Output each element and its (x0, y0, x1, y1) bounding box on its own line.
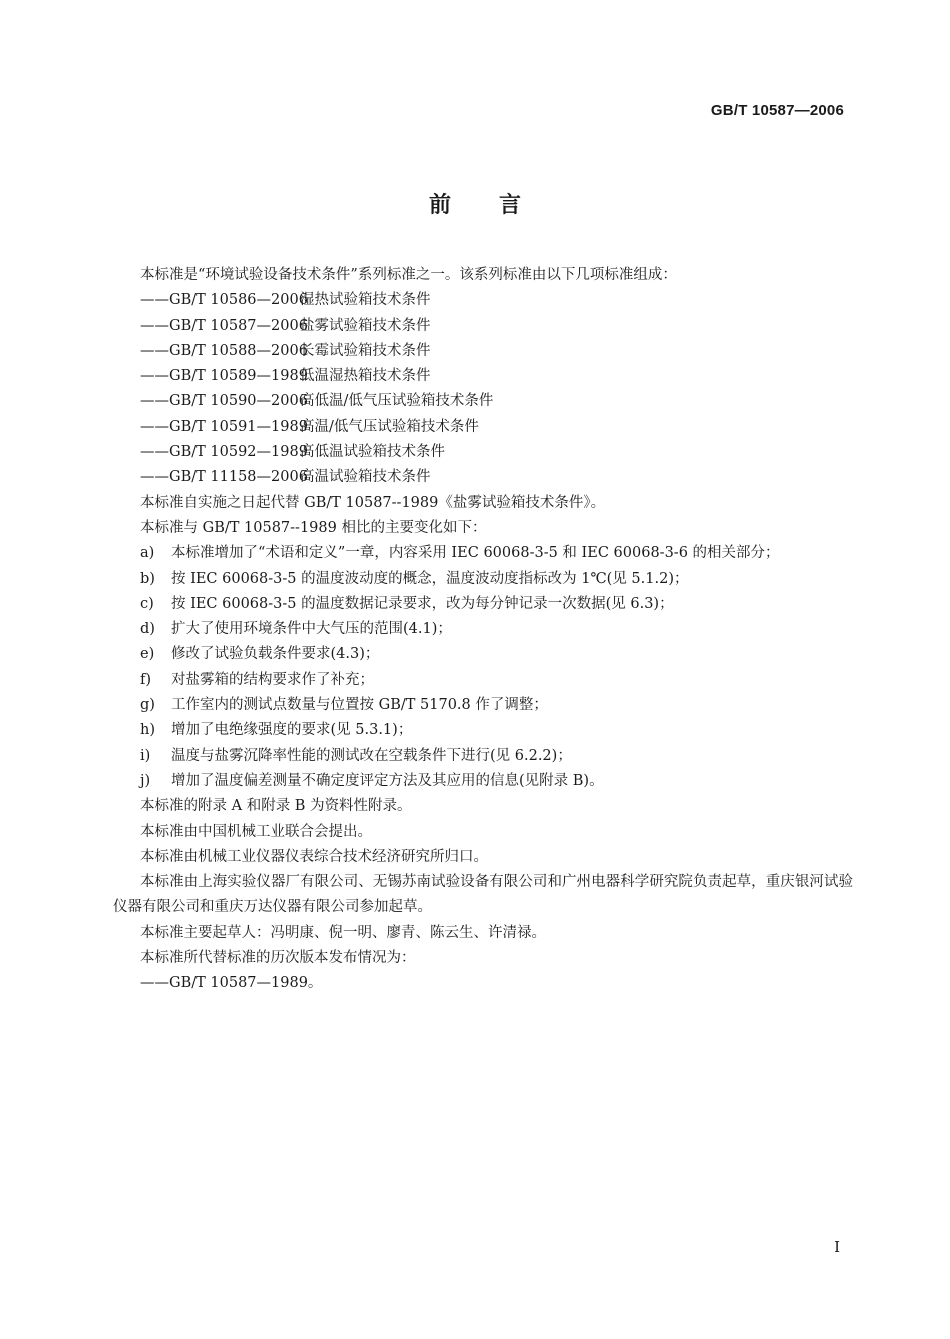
series-item: ——GB/T 10590—2006高低温/低气压试验箱技术条件 (140, 393, 494, 410)
page-number: I (834, 1238, 840, 1256)
history-intro: 本标准所代替标准的历次版本发布情况为： (140, 950, 416, 967)
foreword-body (113, 263, 853, 997)
proposed-paragraph: 本标准由中国机械工业联合会提出。 (140, 823, 372, 840)
appendix-paragraph: 本标准的附录 A 和附录 B 为资料性附录。 (140, 798, 412, 815)
change-item: c) 按 IEC 60068-3-5 的温度数据记录要求，改为每分钟记录一次数据(见 6.3)； (140, 595, 674, 612)
series-item: ——GB/T 10586—2006湿热试验箱技术条件 (140, 292, 431, 309)
replace-paragraph: 本标准自实施之日起代替 GB/T 10587--1989《盐雾试验箱技术条件》。 (140, 494, 606, 511)
drafting-units-paragraph: 本标准由上海实验仪器厂有限公司、无锡苏南试验设备有限公司和广州电器科学研究院负责起草，重庆银河试验仪器有限公司和重庆万达仪器有限公司参加起草。 (113, 874, 853, 916)
change-item: e) 修改了试验负载条件要求(4.3)； (140, 646, 380, 663)
series-item: ——GB/T 10591—1989高温/低气压试验箱技术条件 (140, 418, 479, 435)
page-title: 前言 (428, 193, 569, 218)
series-item: ——GB/T 11158—2006高温试验箱技术条件 (140, 469, 431, 486)
change-item: h) 增加了电绝缘强度的要求(见 5.3.1)； (140, 722, 413, 739)
change-item: i) 温度与盐雾沉降率性能的测试改在空载条件下进行(见 6.2.2)； (140, 747, 572, 764)
series-item: ——GB/T 10589—1989低温湿热箱技术条件 (140, 368, 431, 385)
change-item: f) 对盐雾箱的结构要求作了补充； (140, 671, 374, 688)
series-item: ——GB/T 10592—1989高低温试验箱技术条件 (140, 444, 445, 461)
change-item: j) 增加了温度偏差测量不确定度评定方法及其应用的信息(见附录 B)。 (140, 772, 604, 789)
standard-code: GB/T 10587—2006 (710, 102, 844, 119)
change-item: a) 本标准增加了“术语和定义”一章，内容采用 IEC 60068-3-5 和 IEC 60068-3-6 的相关部分； (140, 545, 780, 562)
intro-paragraph: 本标准是“环境试验设备技术条件”系列标准之一。该系列标准由以下几项标准组成： (140, 267, 677, 283)
changes-intro: 本标准与 GB/T 10587--1989 相比的主要变化如下： (140, 519, 487, 536)
series-item: ——GB/T 10588—2006长霉试验箱技术条件 (140, 342, 431, 359)
centralized-paragraph: 本标准由机械工业仪器仪表综合技术经济研究所归口。 (140, 848, 488, 865)
change-item: d) 扩大了使用环境条件中大气压的范围(4.1)； (140, 621, 452, 638)
series-item: ——GB/T 10587—2006盐雾试验箱技术条件 (140, 317, 431, 334)
change-item: g) 工作室内的测试点数量与位置按 GB/T 5170.8 作了调整； (140, 697, 548, 714)
history-item: ——GB/T 10587—1989。 (140, 975, 323, 992)
drafters-paragraph: 本标准主要起草人：冯明康、倪一明、廖青、陈云生、许清禄。 (140, 924, 546, 941)
change-item: b) 按 IEC 60068-3-5 的温度波动度的概念，温度波动度指标改为 1℃(见 5.1.2)； (140, 570, 689, 587)
